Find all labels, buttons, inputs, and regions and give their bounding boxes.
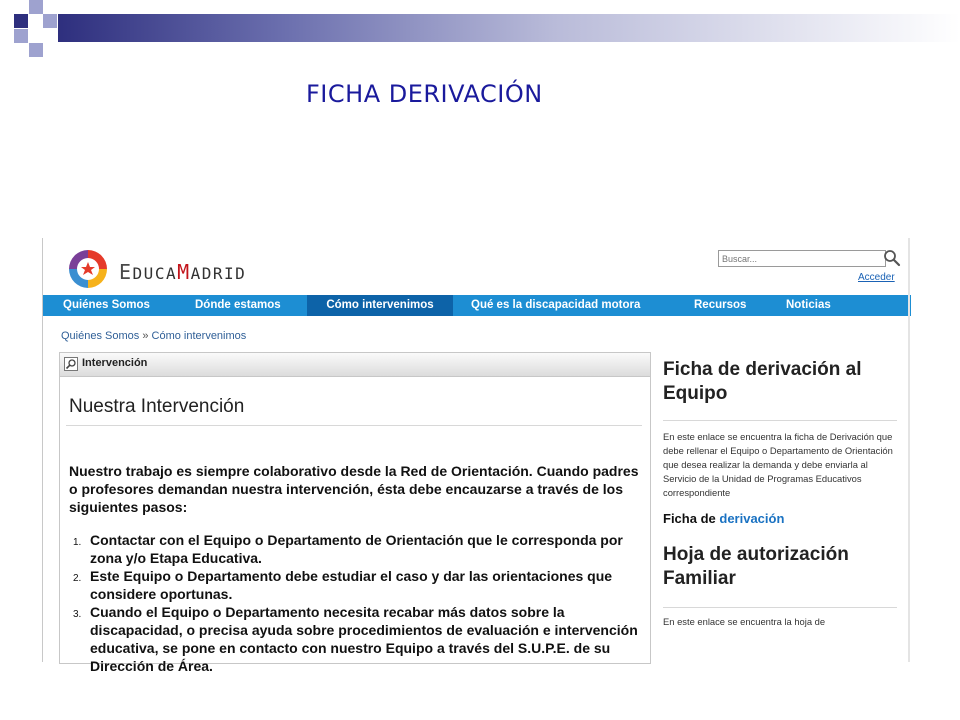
nav-item-noticias[interactable]: Noticias <box>786 299 831 311</box>
link-prefix: Ficha de <box>663 511 716 526</box>
decor-square-light <box>14 29 28 43</box>
decor-square-dark <box>14 14 28 28</box>
step-text: Este Equipo o Departamento debe estudiar el caso y dar las orientaciones que considere oportunas. <box>90 568 613 602</box>
intro-text: Nuestro trabajo es siempre colaborativo desde la Red de Orientación. Cuando padres o profesores demandan nuestra intervención, ésta debe encauzarse a través de los siguientes pasos: <box>69 463 639 515</box>
sidebar-divider <box>663 607 897 608</box>
search-input[interactable] <box>718 250 886 267</box>
main-nav <box>43 295 911 316</box>
derivation-form-link-line <box>663 511 899 526</box>
sidebar-text-authorization: En este enlace se encuentra la hoja de <box>663 616 826 627</box>
nav-item-recursos[interactable]: Recursos <box>694 299 747 311</box>
step-number: 1. <box>73 537 82 548</box>
sidebar-heading-authorization: Hoja de autorización Familiar <box>663 544 849 589</box>
nav-item-como-intervenimos[interactable] <box>307 295 453 316</box>
nav-item-label: Cómo intervenimos <box>326 299 434 311</box>
list-item <box>69 603 644 675</box>
step-text: Contactar con el Equipo o Departamento de Orientación que le corresponda por zona y/o Etapa Educativa. <box>90 532 623 566</box>
decor-gradient-bar <box>58 14 960 42</box>
title-divider <box>66 425 642 426</box>
screenshot-edge <box>908 238 910 662</box>
search-icon[interactable] <box>883 249 901 267</box>
slide-title: FICHA DERIVACIÓN <box>306 80 543 108</box>
breadcrumb <box>61 330 246 342</box>
list-item <box>69 531 644 567</box>
sidebar <box>663 358 899 629</box>
decor-square-light <box>43 14 57 28</box>
breadcrumb-link[interactable]: Quiénes Somos <box>61 330 140 342</box>
steps-list <box>69 531 644 675</box>
sidebar-divider <box>663 420 897 421</box>
breadcrumb-separator: » <box>142 330 149 342</box>
educamadrid-logo <box>65 246 111 290</box>
site-brand: EDUCAMADRID <box>119 260 247 284</box>
login-link[interactable]: Acceder <box>858 272 895 283</box>
derivation-link[interactable]: derivación <box>719 511 785 526</box>
sidebar-heading-derivation: Ficha de derivación al Equipo <box>663 359 862 404</box>
intervention-panel <box>59 352 651 674</box>
nav-item-quienes-somos[interactable]: Quiénes Somos <box>63 299 150 311</box>
panel-header-label: Intervención <box>82 357 148 369</box>
breadcrumb-current[interactable]: Cómo intervenimos <box>151 330 247 342</box>
decor-square-light <box>29 43 43 57</box>
sidebar-text-derivation: En este enlace se encuentra la ficha de Derivación que debe rellenar el Equipo o Departamento de Orientación que desea realizar la demanda y debe enviarla al Servicio de la Unidad de Programas Educativos correspondiente <box>663 431 893 498</box>
magnifier-page-icon <box>64 357 78 371</box>
step-text: Cuando el Equipo o Departamento necesita recabar más datos sobre la discapacidad, o precisa ayuda sobre procedimientos de evaluación e intervención educativa, se pone en contacto con nuestro Equipo a través del S.U.P.E. de su Dirección de Área. <box>90 604 638 674</box>
nav-item-discapacidad-motora[interactable]: Qué es la discapacidad motora <box>471 299 641 311</box>
website-screenshot <box>42 238 911 674</box>
step-number: 2. <box>73 573 82 584</box>
nav-item-donde-estamos[interactable]: Dónde estamos <box>195 299 281 311</box>
list-item <box>69 567 644 603</box>
page-title: Nuestra Intervención <box>69 396 245 417</box>
step-number: 3. <box>73 609 82 620</box>
decor-square-light <box>29 0 43 14</box>
panel-header <box>60 353 650 377</box>
